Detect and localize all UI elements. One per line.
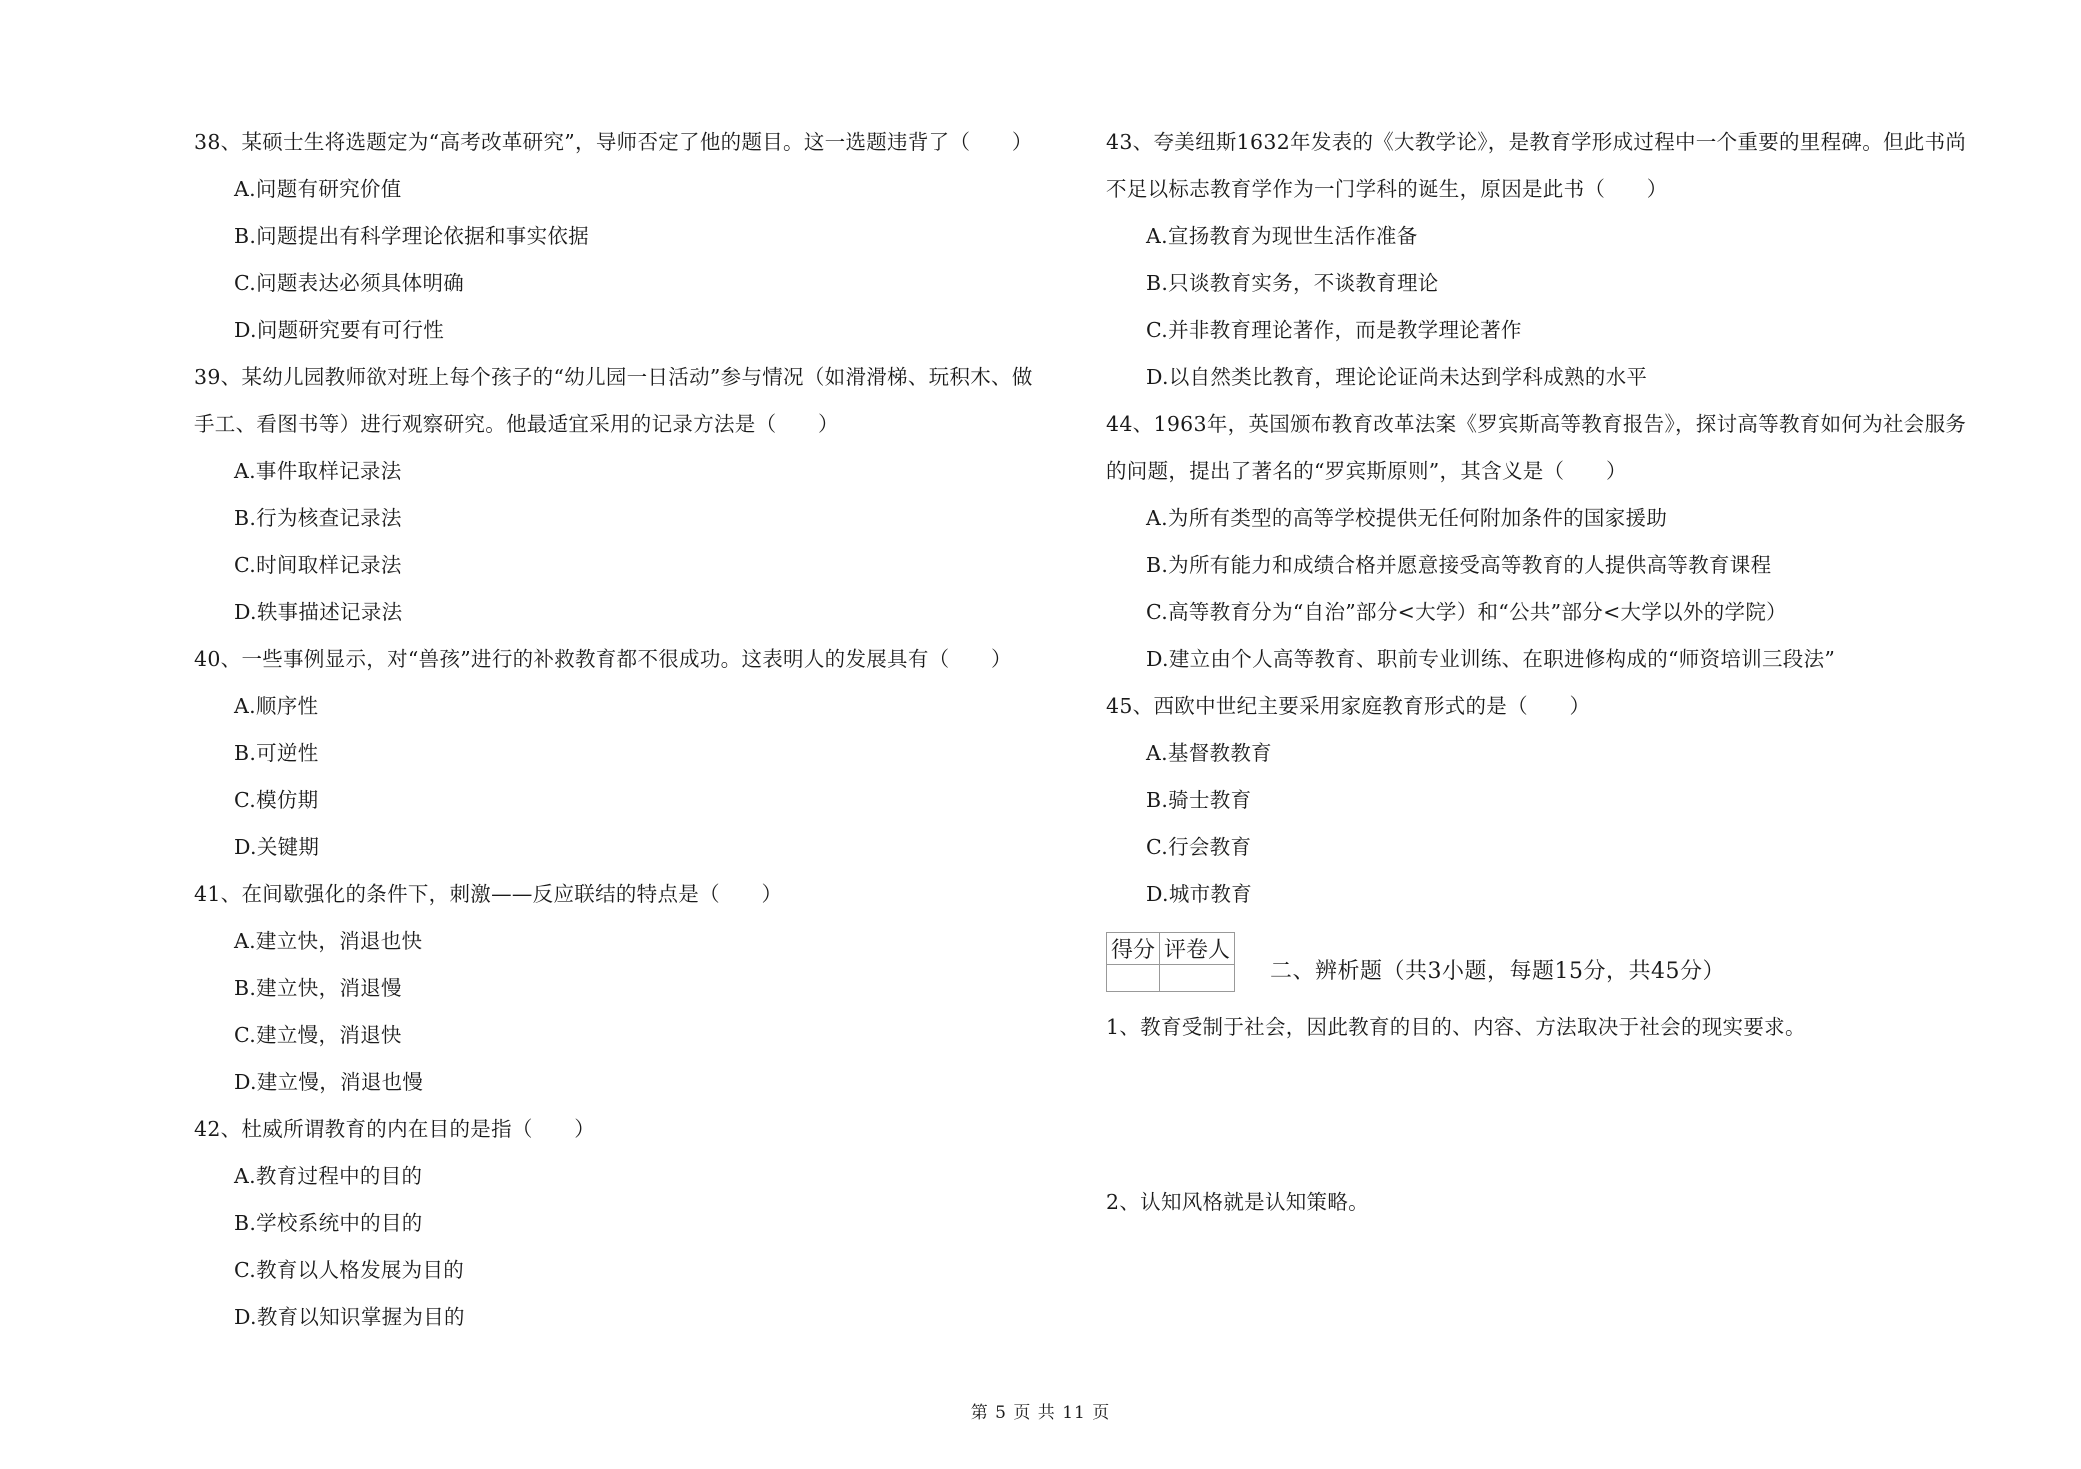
answer-option: A.宣扬教育为现世生活作准备	[1146, 224, 1418, 248]
answer-space-1	[1106, 1051, 1996, 1179]
left-column	[194, 119, 1074, 1341]
answer-option: A.问题有研究价值	[234, 177, 402, 201]
answer-option: C.高等教育分为“自治”部分<大学）和“公共”部分<大学以外的学院）	[1146, 600, 1787, 624]
question-text: 41、在间歇强化的条件下，刺激——反应联结的特点是（ ）	[194, 882, 783, 906]
page-footer: 第 5 页 共 11 页	[970, 1403, 1111, 1423]
question-text: 的问题，提出了著名的“罗宾斯原则”，其含义是（ ）	[1106, 459, 1627, 483]
answer-option: B.行为核查记录法	[234, 506, 402, 530]
question-text: 39、某幼儿园教师欲对班上每个孩子的“幼儿园一日活动”参与情况（如滑滑梯、玩积木、做	[194, 365, 1033, 389]
question-text: 42、杜威所谓教育的内在目的是指（ ）	[194, 1117, 596, 1141]
right-column	[1106, 119, 1996, 1226]
answer-option: A.教育过程中的目的	[234, 1164, 423, 1188]
answer-option: B.为所有能力和成绩合格并愿意接受高等教育的人提供高等教育课程	[1146, 553, 1772, 577]
essay-question-2: 2、认知风格就是认知策略。	[1106, 1190, 1369, 1214]
grader-header: 评卷人	[1160, 933, 1235, 965]
score-table	[1106, 932, 1235, 992]
answer-option: D.城市教育	[1146, 882, 1253, 906]
answer-option: B.学校系统中的目的	[234, 1211, 423, 1235]
answer-option: C.时间取样记录法	[234, 553, 402, 577]
question-text: 38、某硕士生将选题定为“高考改革研究”，导师否定了他的题目。这一选题违背了（ ）	[194, 130, 1033, 154]
answer-option: D.建立慢，消退也慢	[234, 1070, 424, 1094]
score-cell	[1107, 965, 1160, 992]
answer-option: D.建立由个人高等教育、职前专业训练、在职进修构成的“师资培训三段法”	[1146, 647, 1836, 671]
question-text: 不足以标志教育学作为一门学科的诞生，原因是此书（ ）	[1106, 177, 1668, 201]
grader-cell	[1160, 965, 1235, 992]
answer-option: B.可逆性	[234, 741, 319, 765]
answer-option: B.建立快，消退慢	[234, 976, 402, 1000]
question-text: 43、夸美纽斯1632年发表的《大教学论》，是教育学形成过程中一个重要的里程碑。但此书尚	[1106, 130, 1967, 154]
answer-option: D.关键期	[234, 835, 320, 859]
question-text: 手工、看图书等）进行观察研究。他最适宜采用的记录方法是（ ）	[194, 412, 839, 436]
answer-option: A.基督教教育	[1146, 741, 1272, 765]
answer-option: A.为所有类型的高等学校提供无任何附加条件的国家援助	[1146, 506, 1668, 530]
answer-option: C.教育以人格发展为目的	[234, 1258, 465, 1282]
score-block	[1106, 932, 1996, 998]
question-text: 45、西欧中世纪主要采用家庭教育形式的是（ ）	[1106, 694, 1591, 718]
answer-option: C.建立慢，消退快	[234, 1023, 402, 1047]
answer-option: B.骑士教育	[1146, 788, 1252, 812]
answer-option: B.问题提出有科学理论依据和事实依据	[234, 224, 589, 248]
answer-option: B.只谈教育实务，不谈教育理论	[1146, 271, 1439, 295]
answer-option: D.以自然类比教育，理论论证尚未达到学科成熟的水平	[1146, 365, 1648, 389]
essay-question-1: 1、教育受制于社会，因此教育的目的、内容、方法取决于社会的现实要求。	[1106, 1015, 1806, 1039]
answer-option: A.建立快，消退也快	[234, 929, 423, 953]
answer-option: A.事件取样记录法	[234, 459, 402, 483]
score-header: 得分	[1107, 933, 1160, 965]
right-question-list	[1106, 119, 1996, 918]
answer-option: D.教育以知识掌握为目的	[234, 1305, 465, 1329]
answer-option: C.并非教育理论著作，而是教学理论著作	[1146, 318, 1522, 342]
section-title: 二、辨析题（共3小题，每题15分，共45分）	[1270, 959, 1725, 984]
answer-option: A.顺序性	[234, 694, 319, 718]
question-text: 44、1963年，英国颁布教育改革法案《罗宾斯高等教育报告》，探讨高等教育如何为社会服务	[1106, 412, 1967, 436]
answer-option: C.问题表达必须具体明确	[234, 271, 465, 295]
question-text: 40、一些事例显示，对“兽孩”进行的补救教育都不很成功。这表明人的发展具有（ ）	[194, 647, 1012, 671]
answer-option: C.行会教育	[1146, 835, 1252, 859]
answer-option: D.轶事描述记录法	[234, 600, 403, 624]
answer-option: D.问题研究要有可行性	[234, 318, 445, 342]
answer-option: C.模仿期	[234, 788, 319, 812]
